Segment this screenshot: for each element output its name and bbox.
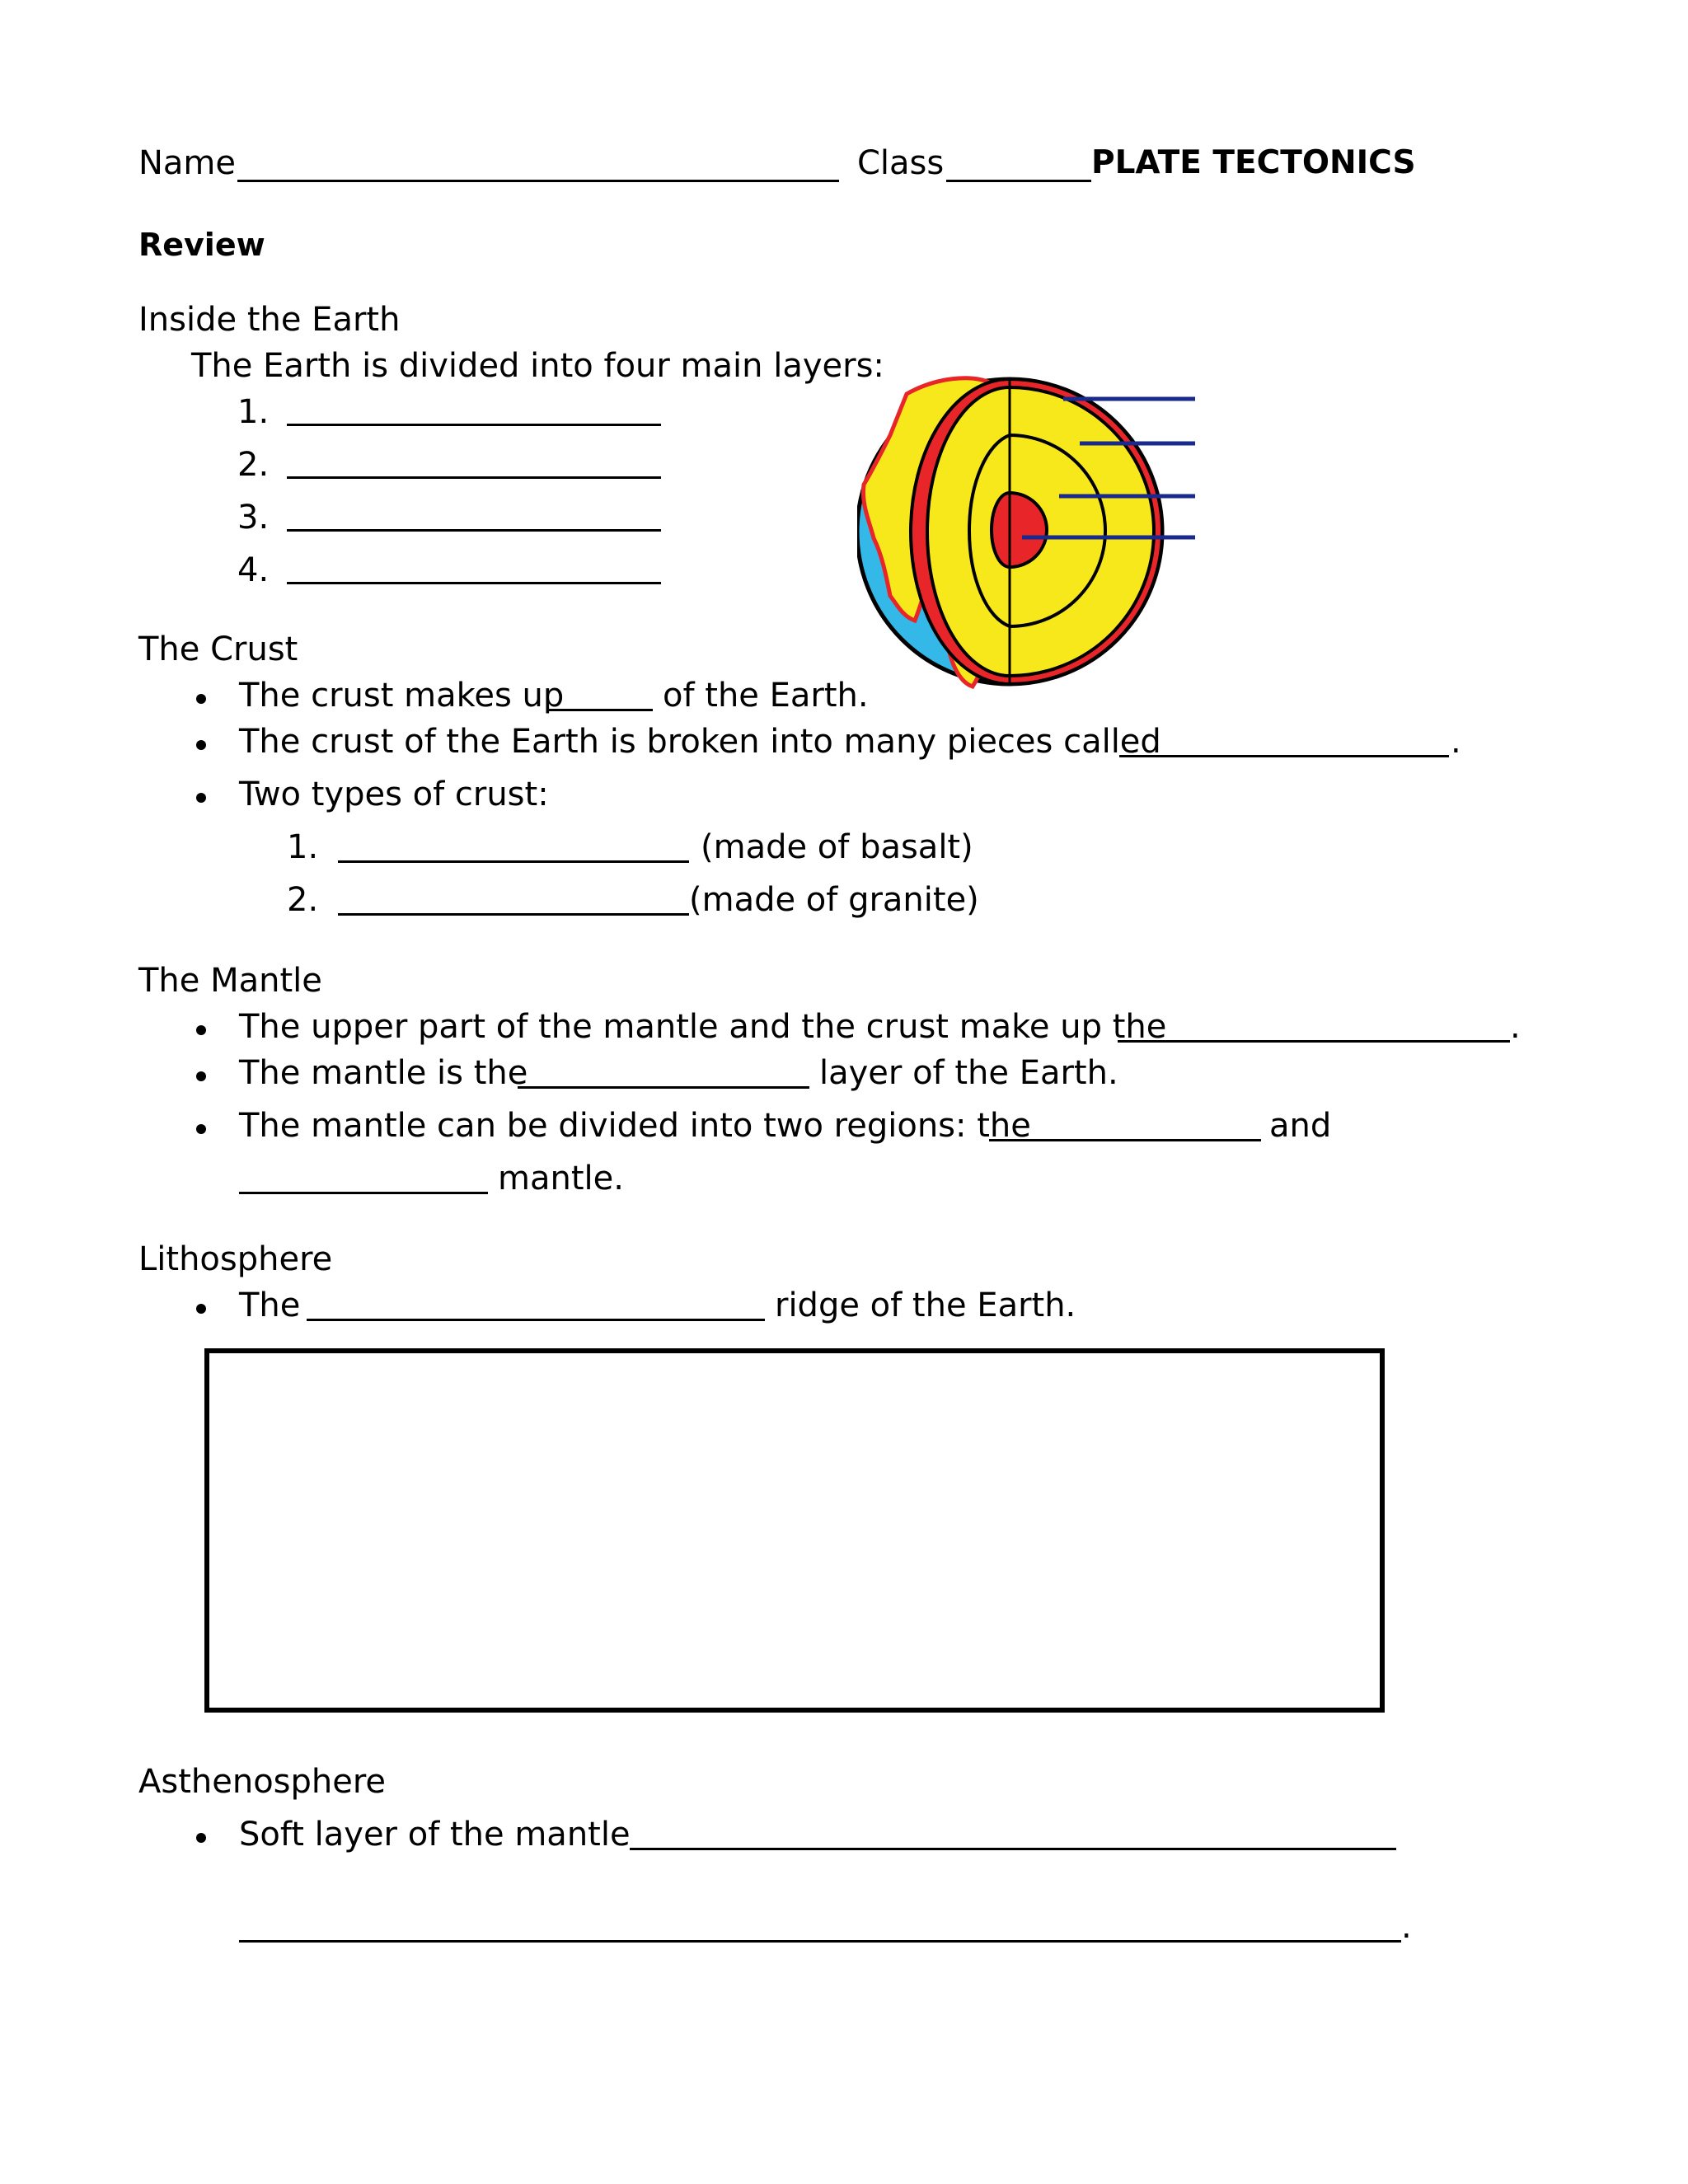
class-label: Class (857, 144, 945, 182)
crust-type-blank-1[interactable] (338, 832, 689, 863)
bullet (196, 1304, 206, 1314)
mantle-bullet-3-and: and (1269, 1107, 1332, 1145)
name-blank[interactable] (237, 152, 839, 182)
lithosphere-bullet-end: ridge of the Earth. (775, 1286, 1076, 1324)
crust-type-number-2: 2. (287, 881, 319, 919)
lithosphere-drawing-box[interactable] (204, 1348, 1385, 1713)
mantle-lithosphere-blank[interactable] (1118, 1012, 1510, 1043)
lithosphere-heading: Lithosphere (138, 1240, 333, 1278)
asthenosphere-heading: Asthenosphere (138, 1763, 387, 1801)
crust-bullet-2-text: The crust of the Earth is broken into many pieces called (239, 723, 1161, 761)
mantle-bullet-3-text: The mantle can be divided into two regions: the (239, 1107, 1031, 1145)
lithosphere-bullet-text: The (239, 1286, 301, 1324)
page-title: PLATE TECTONICS (1091, 144, 1416, 181)
layer-blank-2[interactable] (287, 448, 661, 479)
asthenosphere-blank-2[interactable] (239, 1912, 1401, 1943)
crust-bullet-1-text: The crust makes up (239, 677, 565, 715)
mantle-heading: The Mantle (138, 962, 322, 1000)
layer-number-4: 4. (237, 551, 270, 589)
mantle-region-blank-1[interactable] (989, 1111, 1261, 1141)
crust-type-note-2: (made of granite) (689, 881, 979, 919)
crust-heading: The Crust (138, 630, 298, 668)
mantle-bullet-3-end: mantle. (498, 1160, 624, 1197)
bullet (196, 1124, 206, 1134)
crust-bullet-2-end: . (1451, 723, 1461, 761)
bullet (196, 740, 206, 750)
layer-number-3: 3. (237, 499, 270, 537)
bullet (196, 1071, 206, 1081)
mantle-region-blank-2[interactable] (239, 1164, 488, 1194)
mantle-bullet-2-text: The mantle is the (239, 1054, 528, 1092)
asthenosphere-blank-1[interactable] (630, 1820, 1396, 1850)
crust-type-blank-2[interactable] (338, 885, 689, 916)
layer-number-1: 1. (237, 393, 270, 431)
mantle-thickest-blank[interactable] (518, 1058, 809, 1089)
bullet (196, 694, 206, 704)
layer-blank-4[interactable] (287, 554, 661, 584)
bullet (196, 1025, 206, 1035)
layer-blank-3[interactable] (287, 501, 661, 532)
mantle-bullet-1-end: . (1510, 1008, 1521, 1046)
mantle-bullet-2-end: layer of the Earth. (819, 1054, 1118, 1092)
inside-earth-heading: Inside the Earth (138, 301, 401, 339)
crust-fraction-blank[interactable] (549, 681, 653, 711)
bullet (196, 1833, 206, 1843)
inside-earth-intro: The Earth is divided into four main layers: (191, 347, 884, 385)
earth-layers-diagram (857, 369, 1203, 699)
mantle-bullet-1-text: The upper part of the mantle and the crust make up the (239, 1008, 1167, 1046)
lithosphere-blank[interactable] (307, 1291, 765, 1321)
asthenosphere-end: . (1401, 1908, 1412, 1946)
crust-type-number-1: 1. (287, 828, 319, 866)
name-label: Name (138, 144, 237, 182)
crust-bullet-1-end: of the Earth. (663, 677, 869, 715)
layer-blank-1[interactable] (287, 396, 661, 426)
crust-type-note-1: (made of basalt) (701, 828, 973, 866)
class-blank[interactable] (946, 152, 1091, 182)
crust-bullet-3-text: Two types of crust: (239, 776, 549, 813)
asthenosphere-bullet-text: Soft layer of the mantle (239, 1816, 631, 1854)
bullet (196, 793, 206, 803)
crust-pieces-blank[interactable] (1119, 727, 1449, 757)
review-label: Review (138, 227, 265, 263)
layer-number-2: 2. (237, 446, 270, 484)
